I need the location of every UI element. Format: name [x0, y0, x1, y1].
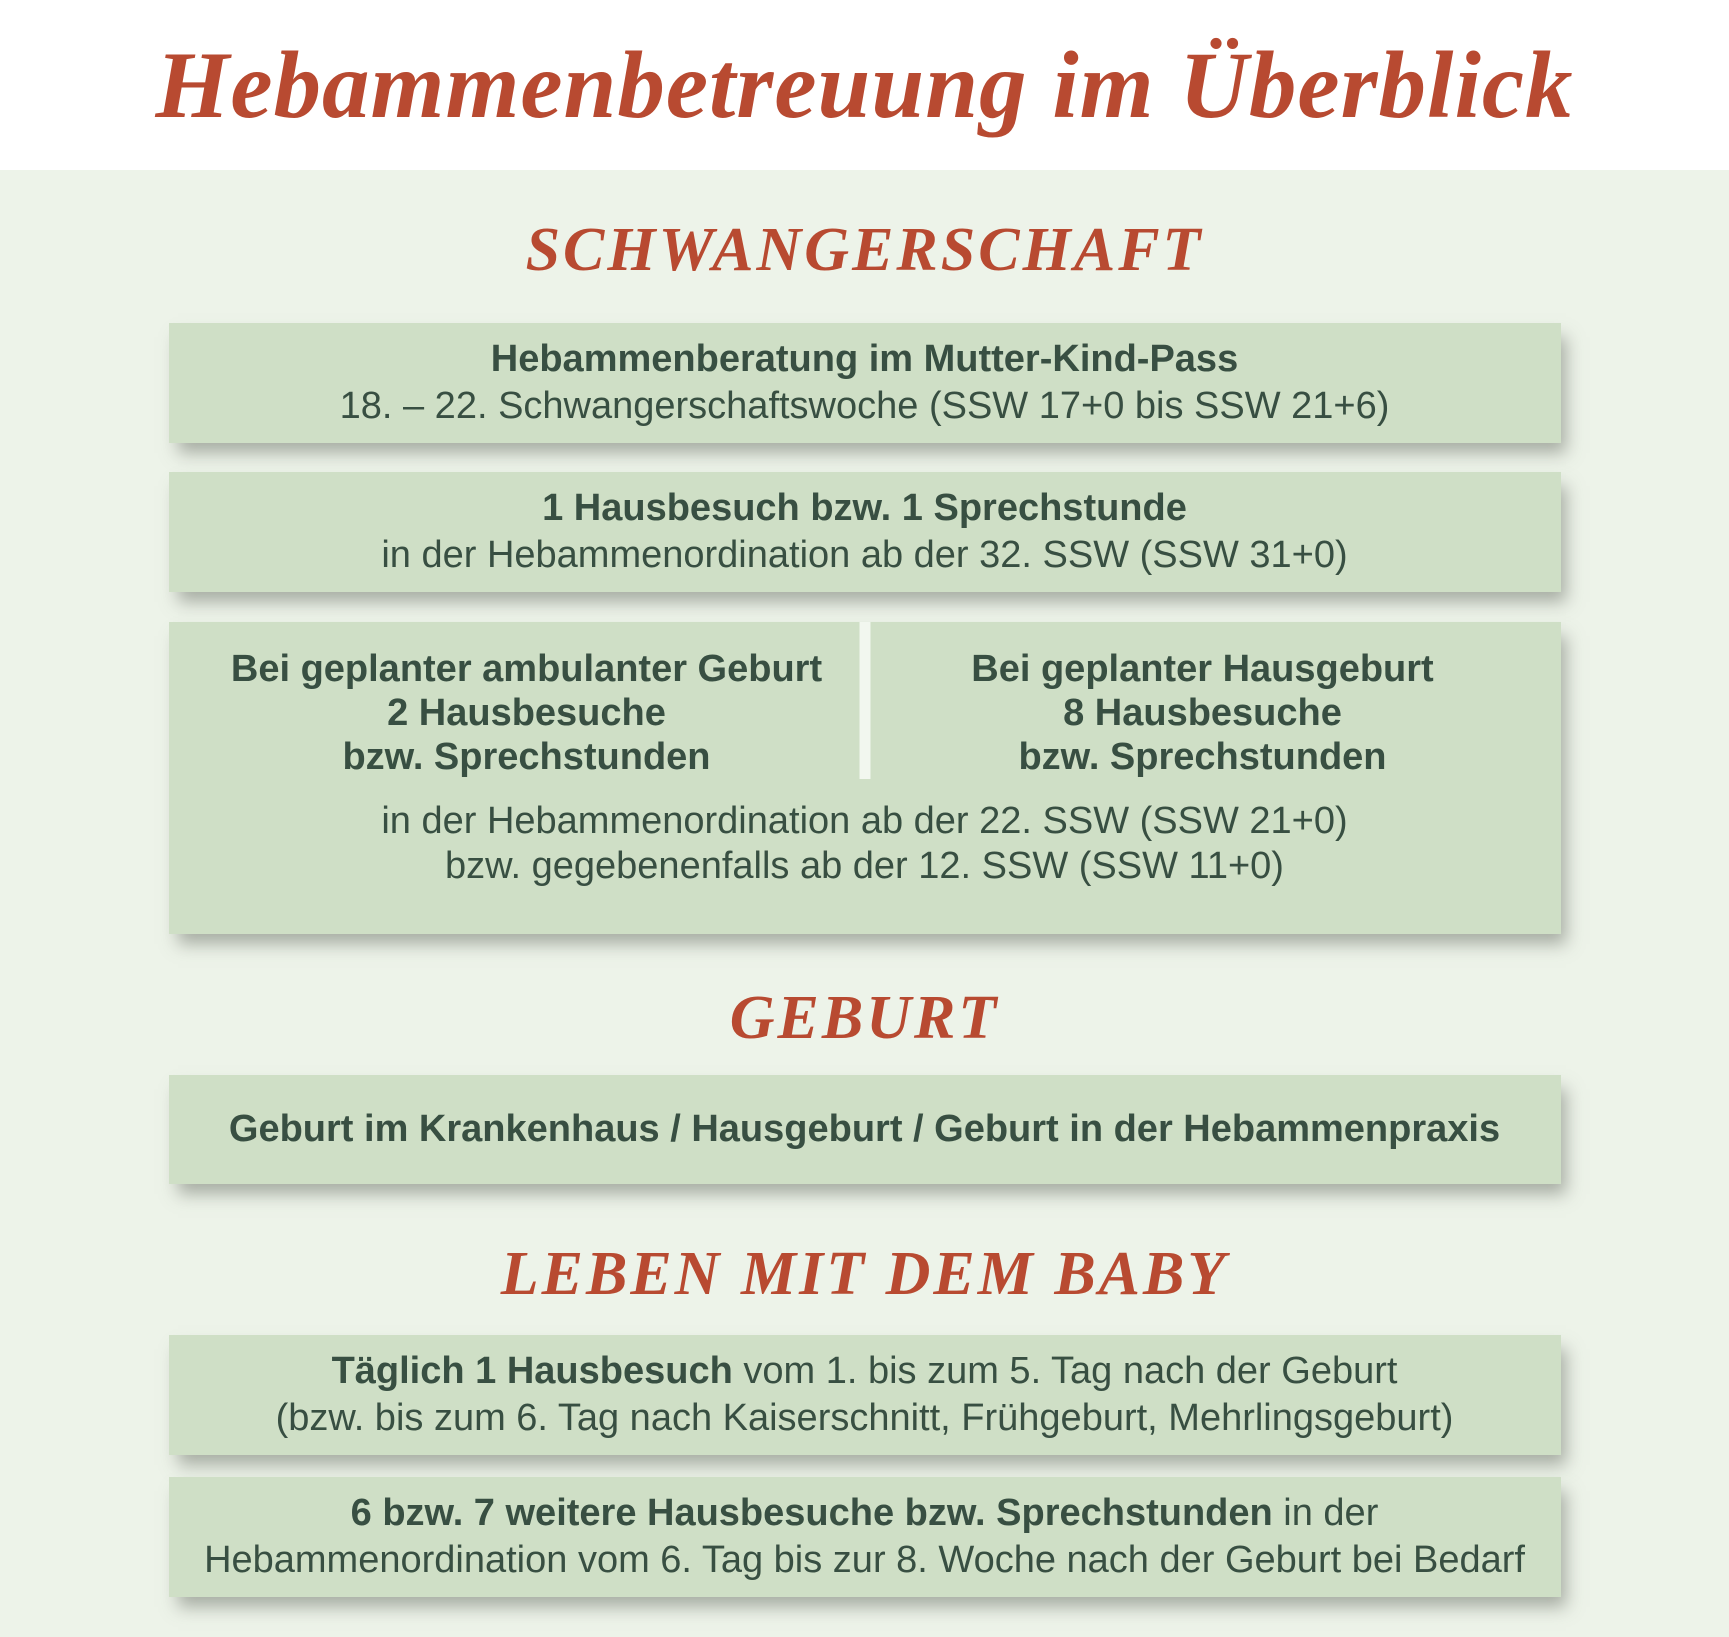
section-heading-schwangerschaft: SCHWANGERSCHAFT: [525, 216, 1204, 284]
section-heading-geburt: GEBURT: [729, 984, 1000, 1052]
page-title: Hebammenbetreuung im Überblick: [155, 31, 1574, 138]
box-line-1-regular: in der: [1272, 1492, 1379, 1534]
info-box-weitere-hausbesuche: [169, 1477, 1561, 1597]
column-line: bzw. Sprechstunden: [1018, 736, 1387, 778]
split-columns: [189, 647, 1541, 779]
info-box-taeglicher-hausbesuch: [169, 1335, 1561, 1455]
box-title: Hebammenberatung im Mutter-Kind-Pass: [490, 338, 1239, 380]
column-line: 2 Hausbesuche: [387, 692, 666, 734]
info-box-mutter-kind-pass: [169, 323, 1561, 443]
box-title: Geburt im Krankenhaus / Hausgeburt / Geburt in der Hebammenpraxis: [228, 1108, 1501, 1150]
column-line: bzw. Sprechstunden: [342, 736, 711, 778]
box-subtitle: 18. – 22. Schwangerschaftswoche (SSW 17+0 bis SSW 21+6): [339, 385, 1390, 427]
box-line-1: [189, 1490, 1541, 1537]
box-line-1-bold: Täglich 1 Hausbesuch: [331, 1350, 733, 1392]
box-line-2: Hebammenordination vom 6. Tag bis zur 8. Woche nach der Geburt bei Bedarf: [204, 1539, 1525, 1581]
footer-line: bzw. gegebenenfalls ab der 12. SSW (SSW 11+0): [445, 845, 1284, 887]
split-footer: [189, 799, 1541, 889]
info-box-geplante-geburt: [169, 622, 1561, 934]
box-line-1-regular: vom 1. bis zum 5. Tag nach der Geburt: [732, 1350, 1398, 1392]
box-line-1-bold: 6 bzw. 7 weitere Hausbesuche bzw. Sprechstunden: [350, 1492, 1273, 1534]
box-title: 1 Hausbesuch bzw. 1 Sprechstunde: [542, 487, 1187, 529]
box-subtitle: in der Hebammenordination ab der 32. SSW (SSW 31+0): [381, 534, 1348, 576]
column-divider: [859, 622, 870, 779]
column-line: Bei geplanter ambulanter Geburt: [230, 648, 823, 690]
box-line-1: [189, 1348, 1541, 1395]
box-line-2: (bzw. bis zum 6. Tag nach Kaiserschnitt, Frühgeburt, Mehrlingsgeburt): [275, 1397, 1454, 1439]
header: [0, 0, 1729, 170]
column-hausgeburt: [865, 647, 1541, 779]
column-line: Bei geplanter Hausgeburt: [971, 648, 1434, 690]
info-box-hausbesuch-sprechstunde: [169, 472, 1561, 592]
column-ambulante-geburt: [189, 647, 865, 779]
section-heading-leben-mit-dem-baby: LEBEN MIT DEM BABY: [500, 1240, 1229, 1308]
info-box-geburtsorte: [169, 1075, 1561, 1184]
footer-line: in der Hebammenordination ab der 22. SSW (SSW 21+0): [381, 800, 1348, 842]
content-area: [0, 170, 1729, 1637]
column-line: 8 Hausbesuche: [1063, 692, 1342, 734]
